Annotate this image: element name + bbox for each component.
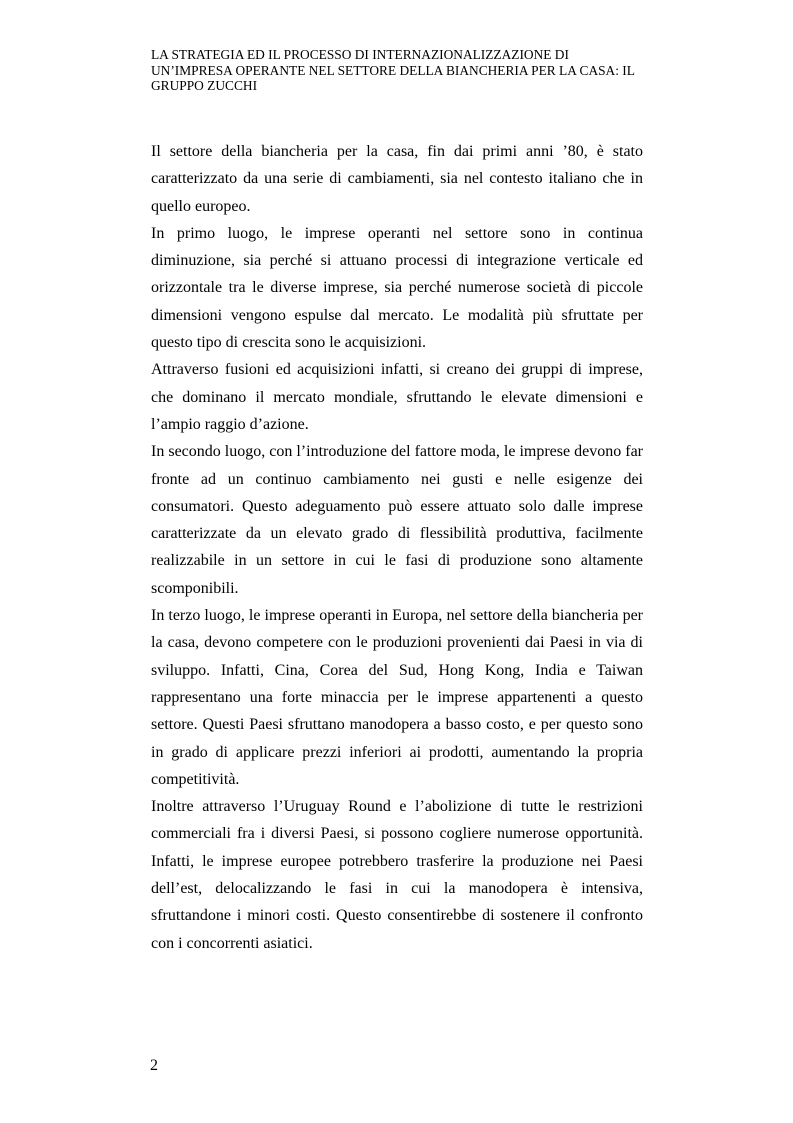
paragraph: Il settore della biancheria per la casa, fin dai primi anni ’80, è stato caratterizzato da una serie di cambiamenti, sia nel contesto italiano che in quello europeo. — [151, 143, 643, 215]
paragraph: Inoltre attraverso l’Uruguay Round e l’abolizione di tutte le restrizioni commerciali fra i diversi Paesi, si possono cogliere numerose opportunità. Infatti, le imprese europee potrebbero trasferire la produzione nei Paesi dell’est, delocalizzando le fasi in cui la manodopera è intensiva, sfruttandone i minori costi. Questo consentirebbe di sostenere il confronto con i concorrenti asiatici. — [151, 798, 643, 952]
running-header-line: LA STRATEGIA ED IL PROCESSO DI INTERNAZIONALIZZAZIONE DI — [151, 47, 569, 62]
paragraph: Attraverso fusioni ed acquisizioni infatti, si creano dei gruppi di imprese, che dominano il mercato mondiale, sfruttando le elevate dimensioni e l’ampio raggio d’azione. — [151, 361, 643, 433]
body-text — [151, 138, 643, 957]
running-header-line: UN’IMPRESA OPERANTE NEL SETTORE DELLA BIANCHERIA PER LA CASA: IL — [151, 62, 635, 78]
running-header-line: GRUPPO ZUCCHI — [151, 78, 258, 94]
paragraph: In primo luogo, le imprese operanti nel settore sono in continua diminuzione, sia perché si attuano processi di integrazione verticale ed orizzontale tra le diverse imprese, sia perché numerose società di piccole dimensioni vengono espulse dal mercato. Le modalità più sfruttate per questo tipo di crescita sono le acquisizioni. — [151, 224, 643, 352]
page-number: 2 — [150, 1057, 158, 1074]
paragraph: In secondo luogo, con l’introduzione del fattore moda, le imprese devono far fronte ad un continuo cambiamento nei gusti e nelle esigenze dei consumatori. Questo adeguamento può essere attuato solo dalle imprese caratterizzate da un elevato grado di flessibilità produttiva, facilmente realizzabile in un settore in cui le fasi di produzione sono altamente scomponibili. — [151, 443, 643, 597]
running-header — [151, 47, 651, 94]
paragraph: In terzo luogo, le imprese operanti in Europa, nel settore della biancheria per la casa, devono competere con le produzioni provenienti dai Paesi in via di sviluppo. Infatti, Cina, Corea del Sud, Hong Kong, India e Taiwan rappresentano una forte minaccia per le imprese appartenenti a questo settore. Questi Paesi sfruttano manodopera a basso costo, e per questo sono in grado di applicare prezzi inferiori ai prodotti, aumentando la propria competitività. — [151, 607, 643, 788]
